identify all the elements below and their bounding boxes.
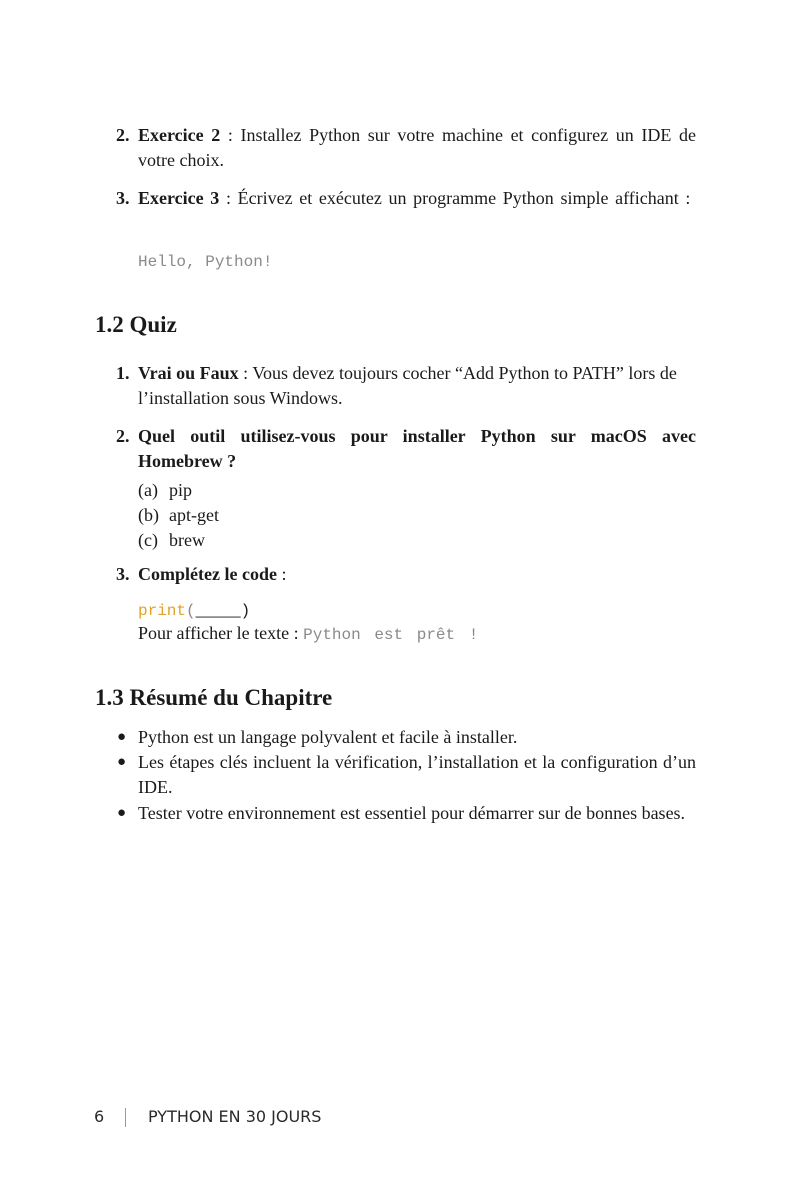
exercise-3-label: Exercice 3 bbox=[138, 188, 220, 208]
quiz-q1-number: 1. bbox=[116, 363, 130, 383]
code-blank: _____ bbox=[195, 599, 241, 619]
bullet-icon: ● bbox=[117, 754, 127, 770]
exercise-3-code: Hello, Python! bbox=[138, 253, 273, 271]
quiz-q1-label: Vrai ou Faux bbox=[138, 363, 239, 383]
summary-bullet-3: Tester votre environnement est essentiel pour démarrer sur de bonnes bases. bbox=[138, 803, 686, 823]
quiz-q3-label: Complétez le code bbox=[138, 564, 277, 584]
exercise-3-number: 3. bbox=[116, 188, 130, 208]
code-keyword: print bbox=[138, 602, 187, 620]
summary-bullet-1: Python est un langage polyvalent et facile à installer. bbox=[138, 727, 518, 747]
bullet-icon: ● bbox=[117, 805, 127, 821]
quiz-q1-text: Vous devez toujours cocher “Add Python to PATH” lors de l’installation sous Windows. bbox=[138, 363, 677, 408]
exercise-2-text: Installez Python sur votre machine et configurez un IDE de votre choix. bbox=[138, 125, 696, 170]
exercise-2-label: Exercice 2 bbox=[138, 125, 221, 145]
quiz-q3-prompt: Pour afficher le texte : bbox=[138, 623, 299, 643]
bullet-icon: ● bbox=[117, 729, 127, 745]
quiz-q3: Complétez le code : bbox=[138, 564, 287, 584]
quiz-q2-option-b: (b) bbox=[138, 505, 159, 525]
quiz-q2-option-c-text: brew bbox=[169, 530, 205, 550]
quiz-q3-prompt-line bbox=[138, 621, 478, 648]
quiz-q1: Vrai ou Faux : Vous devez toujours cocher “Add Python to PATH” lors de l’installation sous Windows. bbox=[138, 363, 677, 408]
quiz-q3-number: 3. bbox=[116, 564, 130, 584]
quiz-q3-output: Python est prêt ! bbox=[303, 626, 479, 644]
quiz-q2-option-a-text: pip bbox=[169, 480, 193, 500]
quiz-q2-option-a: (a) bbox=[138, 480, 158, 500]
summary-heading: 1.3 Résumé du Chapitre bbox=[95, 685, 333, 710]
quiz-q2-option-c: (c) bbox=[138, 530, 158, 550]
exercise-2-number: 2. bbox=[116, 125, 130, 145]
exercise-2: Exercice 2 : Installez Python sur votre machine et configurez un IDE de votre choix. bbox=[138, 125, 696, 170]
quiz-q2-option-b-text: apt-get bbox=[169, 505, 219, 525]
footer-separator bbox=[125, 1108, 126, 1127]
quiz-q2-question: Quel outil utilisez-vous pour installer Python sur macOS avec Homebrew ? bbox=[138, 426, 696, 471]
quiz-heading: 1.2 Quiz bbox=[95, 312, 177, 337]
exercise-3-text: Écrivez et exécutez un programme Python simple affichant : bbox=[237, 188, 691, 208]
quiz-q3-code: print(_____) bbox=[138, 599, 251, 620]
exercise-3: Exercice 3 : Écrivez et exécutez un programme Python simple affichant : bbox=[138, 188, 691, 208]
page-number: 6 bbox=[94, 1107, 105, 1126]
summary-bullet-2: Les étapes clés incluent la vérification, l’installation et la configuration d’un IDE. bbox=[138, 752, 696, 797]
book-title: PYTHON EN 30 JOURS bbox=[148, 1107, 322, 1126]
quiz-q2-number: 2. bbox=[116, 426, 130, 446]
